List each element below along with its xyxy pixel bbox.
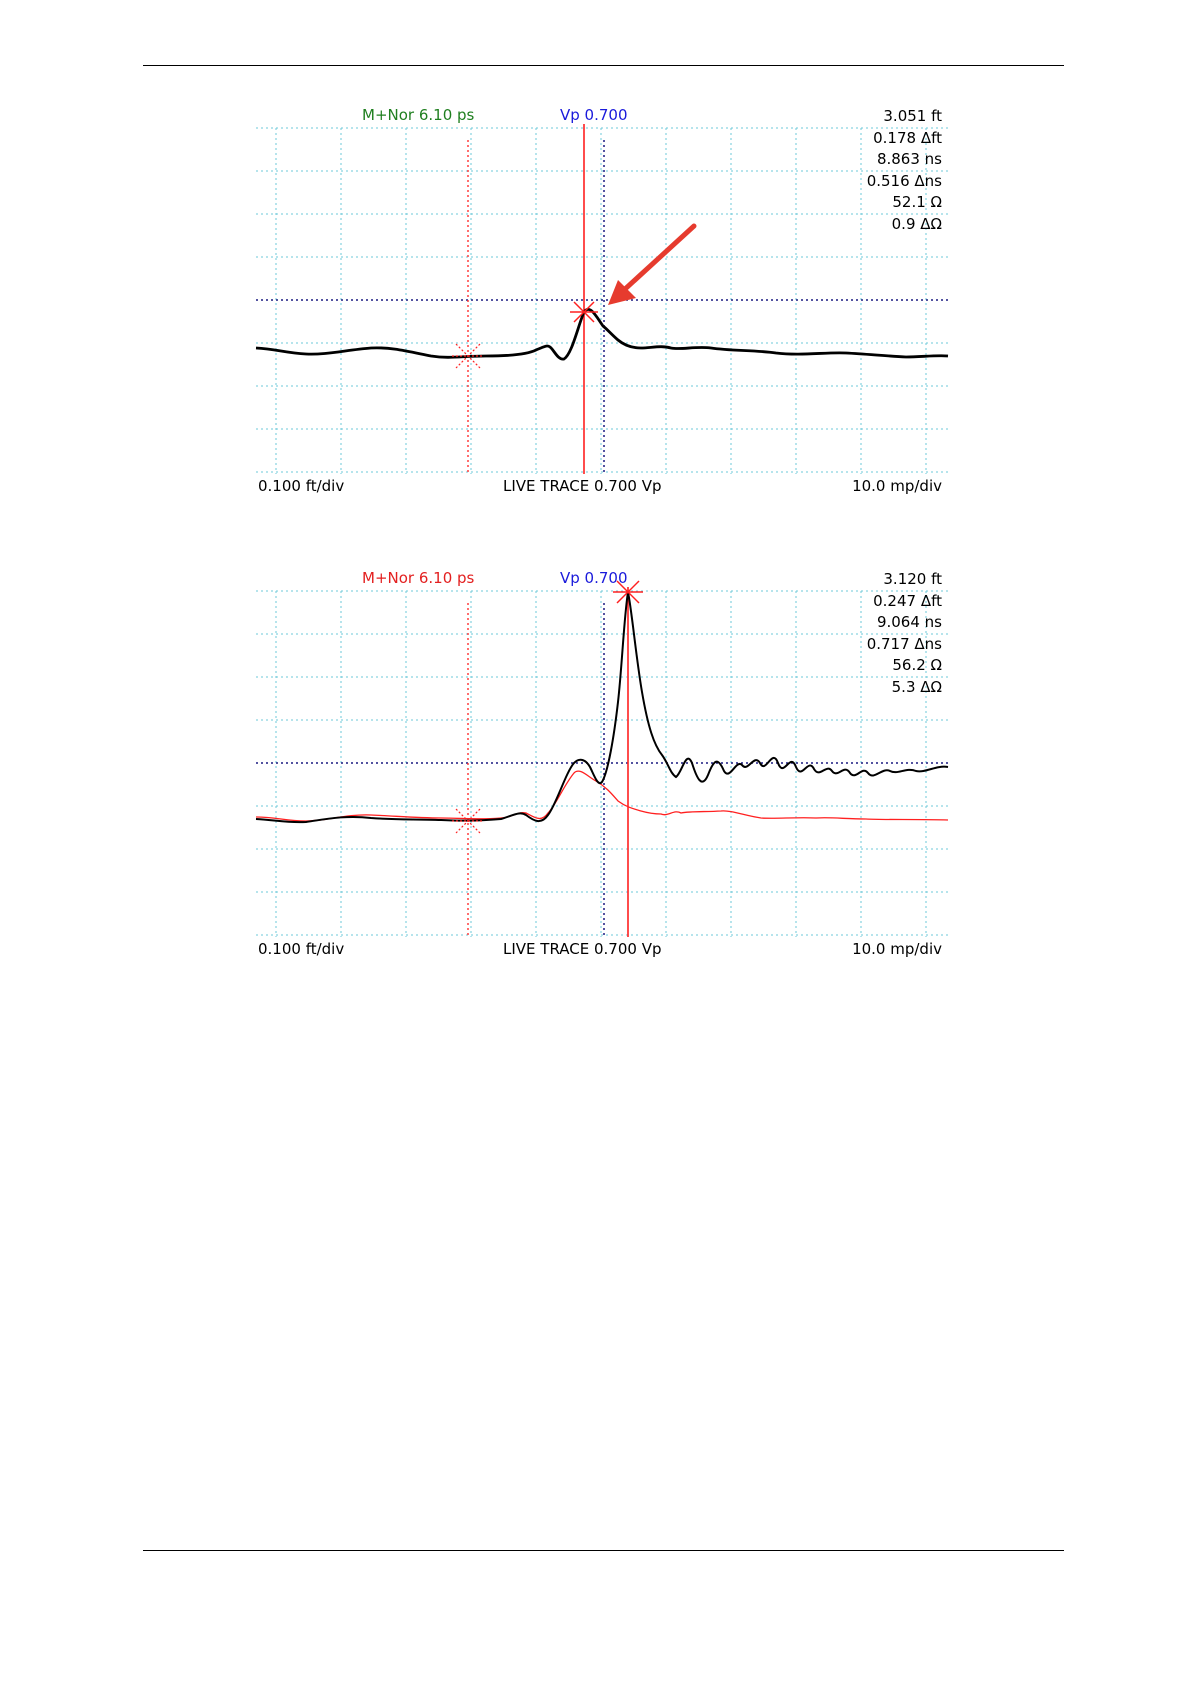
readout-delta-impedance: 5.3 ΔΩ: [891, 677, 942, 696]
grid: [256, 591, 948, 937]
live-trace: [256, 309, 948, 359]
header-rule: [143, 65, 1064, 66]
grid: [256, 128, 948, 474]
readout-delta-time: 0.717 Δns: [866, 634, 942, 653]
readout-delta-distance: 0.178 Δft: [873, 128, 942, 147]
plot-area[interactable]: [256, 567, 948, 967]
annotation-arrow: [608, 226, 694, 305]
measurement-readout: [867, 106, 942, 236]
readout-delta-distance: 0.247 Δft: [873, 591, 942, 610]
marker-label: M+Nor 6.10 ps: [362, 569, 475, 587]
vertical-scale-label: 10.0 mp/div: [852, 940, 942, 958]
readout-time: 9.064 ns: [876, 613, 942, 632]
readout-impedance: 52.1 Ω: [892, 193, 942, 212]
vp-label: Vp 0.700: [560, 569, 628, 587]
trace-source-label: LIVE TRACE 0.700 Vp: [503, 940, 662, 958]
readout-delta-impedance: 0.9 ΔΩ: [891, 214, 942, 233]
readout-delta-time: 0.516 Δns: [866, 171, 942, 190]
horizontal-scale-label: 0.100 ft/div: [258, 940, 345, 958]
vertical-scale-label: 10.0 mp/div: [852, 477, 942, 495]
plot-area[interactable]: [256, 104, 948, 504]
readout-impedance: 56.2 Ω: [892, 656, 942, 675]
footer-rule: [143, 1550, 1064, 1551]
tdr-plot-top[interactable]: [256, 104, 948, 534]
readout-distance: 3.120 ft: [883, 570, 942, 588]
vp-label: Vp 0.700: [560, 106, 628, 124]
live-trace: [256, 592, 948, 822]
horizontal-scale-label: 0.100 ft/div: [258, 477, 345, 495]
readout-time: 8.863 ns: [876, 150, 942, 169]
reference-trace: [256, 771, 948, 821]
readout-distance: 3.051 ft: [883, 107, 942, 125]
marker-label: M+Nor 6.10 ps: [362, 106, 475, 124]
trace-source-label: LIVE TRACE 0.700 Vp: [503, 477, 662, 495]
tdr-plot-bottom[interactable]: [256, 567, 948, 997]
measurement-readout: [867, 569, 942, 699]
